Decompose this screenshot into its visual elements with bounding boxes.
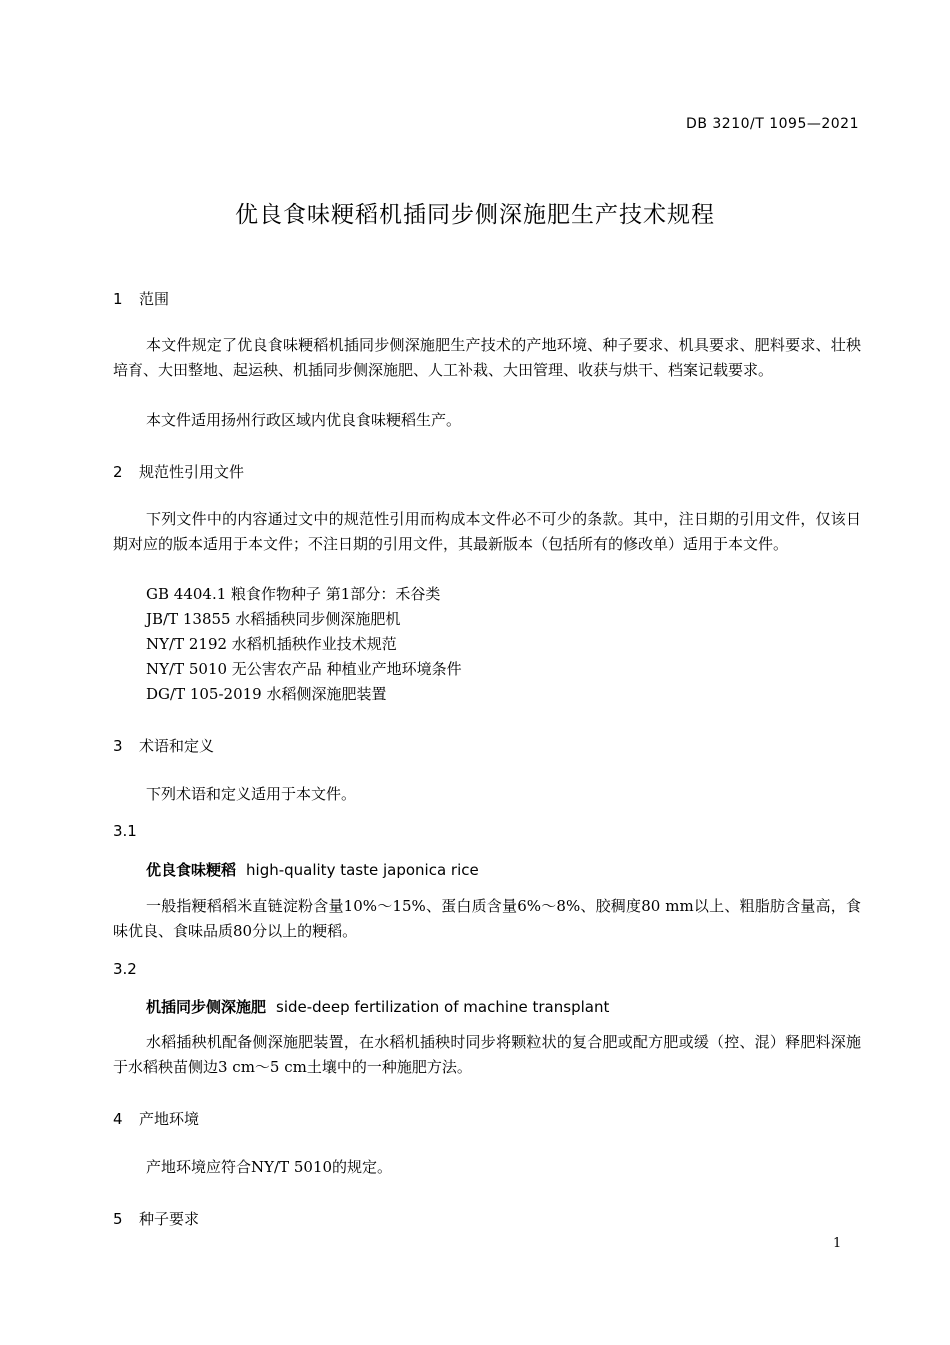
term-3-1-definition: 一般指粳稻稻米直链淀粉含量10%～15%、蛋白质含量6%～8%、胶稠度80 mm以上、粗脂肪含量高，食味优良、食味品质80分以上的粳稻。 (113, 897, 861, 940)
term-english: high-quality taste japonica rice (246, 861, 479, 879)
section-1-paragraph-1: 本文件规定了优良食味粳稻机插同步侧深施肥生产技术的产地环境、种子要求、机具要求、肥料要求、壮秧培育、大田整地、起运秧、机插同步侧深施肥、人工补栽、大田管理、收获与烘干、档案记载要求。 (113, 336, 861, 379)
section-title: 范围 (139, 290, 170, 308)
section-title: 种子要求 (139, 1210, 200, 1228)
page-number: 1 (833, 1236, 842, 1251)
clause-3-2-number: 3.2 (113, 960, 137, 978)
section-2-paragraph-1: 下列文件中的内容通过文中的规范性引用而构成本文件必不可少的条款。其中，注日期的引用文件，仅该日期对应的版本适用于本文件；不注日期的引用文件，其最新版本（包括所有的修改单）适用于本文件。 (113, 510, 861, 553)
section-5-heading (113, 1208, 199, 1229)
clause-3-1-number: 3.1 (113, 822, 137, 840)
section-1-paragraph-2: 本文件适用扬州行政区域内优良食味粳稻生产。 (146, 411, 462, 429)
section-number: 2 (113, 463, 123, 481)
section-title: 产地环境 (139, 1110, 200, 1128)
section-title: 术语和定义 (139, 737, 215, 755)
section-2-heading (113, 461, 244, 482)
term-3-2-definition: 水稻插秧机配备侧深施肥装置，在水稻机插秧时同步将颗粒状的复合肥或配方肥或缓（控、混）释肥料深施于水稻秧苗侧边3 cm～5 cm土壤中的一种施肥方法。 (113, 1033, 861, 1076)
term-english: side-deep fertilization of machine transplant (276, 998, 610, 1016)
section-number: 4 (113, 1110, 123, 1128)
document-title: 优良食味粳稻机插同步侧深施肥生产技术规程 (235, 202, 715, 228)
section-1-heading (113, 288, 169, 309)
reference-item: NY/T 5010 无公害农产品 种植业产地环境条件 (146, 660, 462, 678)
section-3-paragraph-1: 下列术语和定义适用于本文件。 (146, 785, 357, 803)
section-4-heading (113, 1108, 199, 1129)
section-number: 1 (113, 290, 123, 308)
term-chinese: 优良食味粳稻 (146, 861, 237, 879)
reference-item: JB/T 13855 水稻插秧同步侧深施肥机 (146, 610, 401, 628)
term-3-2 (146, 996, 609, 1017)
reference-item: GB 4404.1 粮食作物种子 第1部分：禾谷类 (146, 585, 441, 603)
section-number: 5 (113, 1210, 123, 1228)
document-code: DB 3210/T 1095—2021 (686, 116, 859, 132)
term-chinese: 机插同步侧深施肥 (146, 998, 267, 1016)
term-3-1 (146, 859, 479, 880)
reference-item: NY/T 2192 水稻机插秧作业技术规范 (146, 635, 397, 653)
section-number: 3 (113, 737, 123, 755)
section-3-heading (113, 735, 214, 756)
section-4-paragraph-1: 产地环境应符合NY/T 5010的规定。 (146, 1158, 393, 1176)
reference-item: DG/T 105-2019 水稻侧深施肥装置 (146, 685, 387, 703)
section-title: 规范性引用文件 (139, 463, 245, 481)
